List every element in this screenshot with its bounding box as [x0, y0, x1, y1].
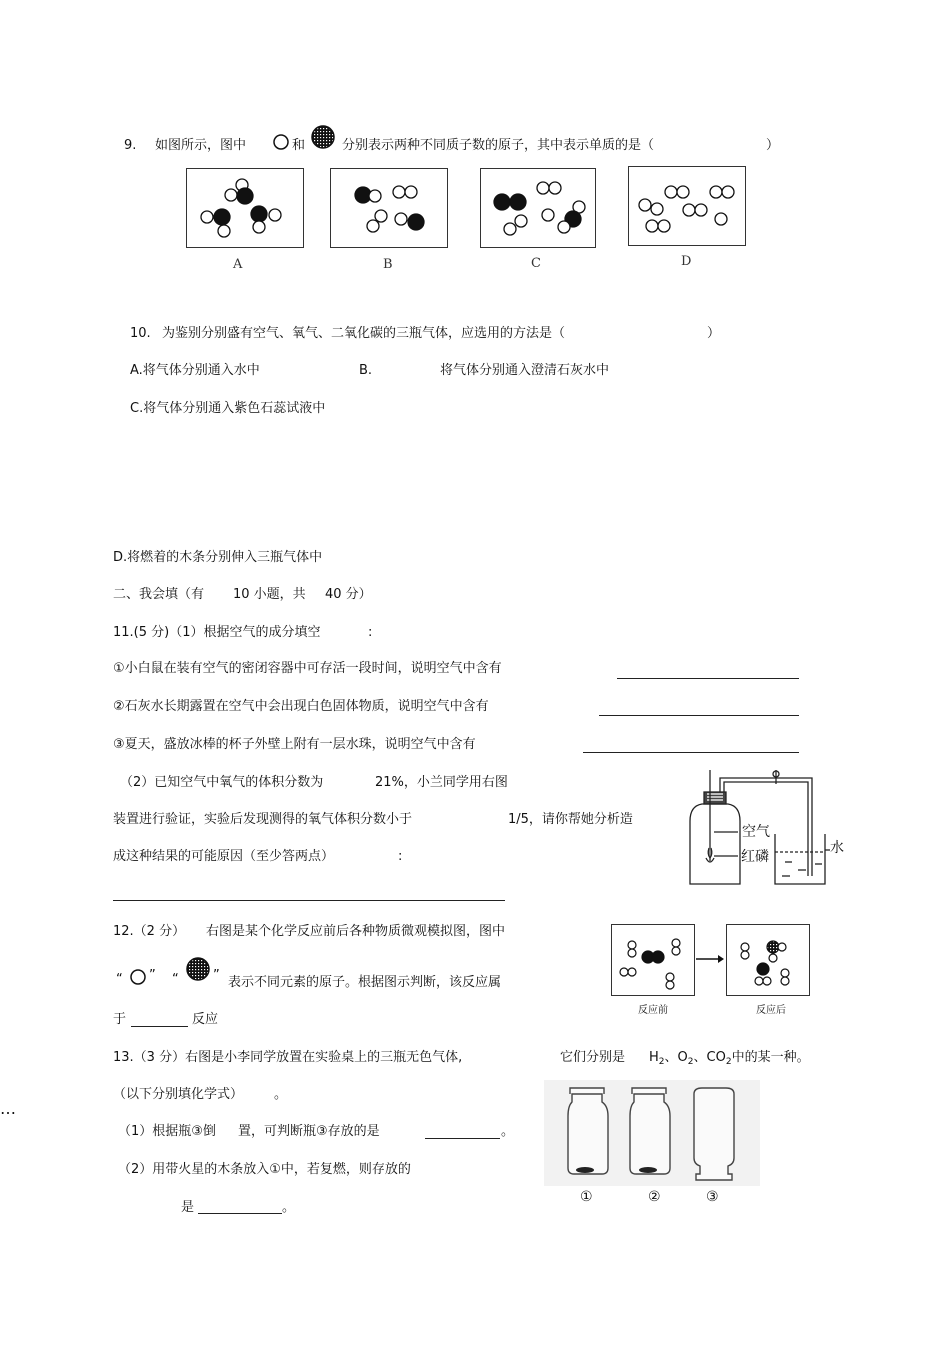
q12-after-figure [726, 924, 810, 996]
q13-gas-list [649, 1050, 810, 1070]
q10-option-b-text: 将气体分别通入澄清石灰水中 [440, 363, 610, 378]
q13-sub2-end: 。 [282, 1200, 296, 1215]
separator: 、 [664, 1050, 678, 1065]
q10-option-c: C.将气体分别通入紫色石蕊试液中 [130, 401, 326, 416]
q11-part2-fraction: 1/5，请你帮她分析造 [508, 812, 633, 827]
separator: 、 [693, 1050, 707, 1065]
section-2-score: 40 分） [325, 587, 372, 602]
molecule-diagram-d [629, 167, 745, 245]
molecule-diagram-c [481, 169, 595, 247]
q11-answer-blank-2[interactable] [599, 715, 799, 716]
bottle-label-3: ③ [706, 1189, 719, 1205]
molecules-before [612, 925, 694, 995]
q13-answer-blank-2[interactable] [198, 1213, 282, 1214]
q13-sub2-part1: （2）用带火星的木条放入①中，若复燃，则存放的 [118, 1162, 411, 1177]
q11-part2-percent: 21%，小兰同学用右图 [375, 775, 508, 790]
q13-sub1-part2: 置，可判断瓶③存放的是 [238, 1124, 380, 1139]
q12-text-line3-end: 反应 [192, 1012, 219, 1027]
q9-option-c-figure [480, 168, 596, 248]
q11-part2-line1: （2）已知空气中氧气的体积分数为 [120, 775, 324, 790]
white-atom-icon [272, 133, 290, 151]
formula-co2: CO [706, 1050, 726, 1065]
bottle-label-1: ① [580, 1189, 593, 1205]
q13-gas-list-tail: 中的某一种。 [731, 1050, 810, 1065]
formula-h2-sub: 2 [658, 1057, 665, 1067]
q13-note: （以下分别填化学式） [113, 1087, 244, 1102]
q13-answer-blank-1[interactable] [425, 1138, 500, 1139]
apparatus-label-water: 水 [830, 840, 844, 856]
molecules-after [727, 925, 809, 995]
q9-option-a-figure [186, 168, 304, 248]
q13-sub1-end: 。 [501, 1124, 515, 1139]
formula-o2-sub: 2 [687, 1057, 694, 1067]
q9-text-before: 如图所示，图中 [155, 138, 247, 153]
apparatus-label-air: 空气 [742, 824, 770, 840]
q12-open-quote-2: “ [172, 972, 179, 987]
section-2-title: 二、我会填（有 [113, 587, 205, 602]
q9-option-a-label: A [233, 257, 243, 272]
q10-number: 10. [130, 326, 151, 341]
q9-option-d-label: D [681, 254, 692, 269]
q11-answer-blank-3[interactable] [583, 752, 799, 753]
q12-close-quote-2: ” [213, 968, 220, 983]
q12-text-line2: 表示不同元素的原子。根据图示判断，该反应属 [228, 975, 502, 990]
q12-heading: 12.（2 分） [113, 924, 186, 939]
q9-text-after: 分别表示两种不同质子数的原子，其中表示单质的是（ [342, 138, 655, 153]
apparatus-label-phosphorus: 红磷 [741, 849, 769, 865]
q9-text-mid: 和 [292, 138, 306, 153]
formula-o2: O [677, 1050, 688, 1065]
hatched-atom-icon [310, 124, 336, 150]
q9-option-b-label: B [383, 257, 393, 272]
q9-option-c-label: C [531, 256, 541, 271]
q9-option-d-figure [628, 166, 746, 246]
q10-option-b-label: B. [359, 363, 373, 378]
q12-close-quote-1: ” [149, 968, 156, 983]
q12-before-figure [611, 924, 695, 996]
formula-co2-sub: 2 [725, 1057, 732, 1067]
q10-stem: 为鉴别分别盛有空气、氧气、二氧化碳的三瓶气体，应选用的方法是（ [162, 326, 566, 341]
gas-bottles-figure [544, 1080, 760, 1186]
q9-close-paren: ） [766, 138, 780, 153]
q13-sub1-part1: （1）根据瓶③倒 [118, 1124, 216, 1139]
q13-heading: 13.（3 分）右图是小李同学放置在实验桌上的三瓶无色气体, [113, 1050, 463, 1065]
q11-item-1: ①小白鼠在装有空气的密闭容器中可存活一段时间，说明空气中含有 [113, 661, 502, 676]
hatched-atom-icon [185, 956, 211, 982]
q12-text-line3: 于 [113, 1012, 127, 1027]
q11-heading: 11.(5 分)（1）根据空气的成分填空 [113, 625, 321, 640]
q9-number: 9. [124, 138, 137, 153]
q10-option-d: D.将燃着的木条分别伸入三瓶气体中 [113, 550, 323, 565]
q11-answer-blank-4[interactable] [113, 900, 505, 901]
q12-label-after: 反应后 [756, 1005, 786, 1016]
bottle-label-2: ② [648, 1189, 661, 1205]
section-2-count: 10 小题，共 [233, 587, 306, 602]
q13-sub2-part2: 是 [181, 1200, 195, 1215]
white-atom-icon [129, 968, 147, 986]
q13-text-right: 它们分别是 [560, 1050, 626, 1065]
q13-note-end: 。 [274, 1087, 288, 1102]
q11-answer-blank-1[interactable] [617, 678, 799, 679]
q10-option-a: A.将气体分别通入水中 [130, 363, 260, 378]
reaction-arrow-icon [696, 954, 724, 964]
q12-answer-blank[interactable] [131, 1026, 188, 1027]
q9-option-b-figure [330, 168, 448, 248]
q11-part2-colon: : [398, 849, 403, 864]
q11-item-3: ③夏天，盛放冰棒的杯子外壁上附有一层水珠，说明空气中含有 [113, 737, 476, 752]
q12-text-line1: 右图是某个化学反应前后各种物质微观模拟图，图中 [206, 924, 506, 939]
molecule-diagram-b [331, 169, 447, 247]
margin-ellipsis: … [0, 1099, 16, 1118]
q11-part2-line3: 成这种结果的可能原因（至少答两点） [113, 849, 335, 864]
formula-h2: H [649, 1050, 659, 1065]
q10-close-paren: ） [707, 326, 721, 341]
q11-part2-line2: 装置进行验证，实验后发现测得的氧气体积分数小于 [113, 812, 413, 827]
q12-open-quote-1: “ [116, 972, 123, 987]
q11-item-2: ②石灰水长期露置在空气中会出现白色固体物质，说明空气中含有 [113, 699, 489, 714]
q12-label-before: 反应前 [638, 1005, 668, 1016]
molecule-diagram-a [187, 169, 303, 247]
q11-heading-colon: : [368, 625, 373, 640]
